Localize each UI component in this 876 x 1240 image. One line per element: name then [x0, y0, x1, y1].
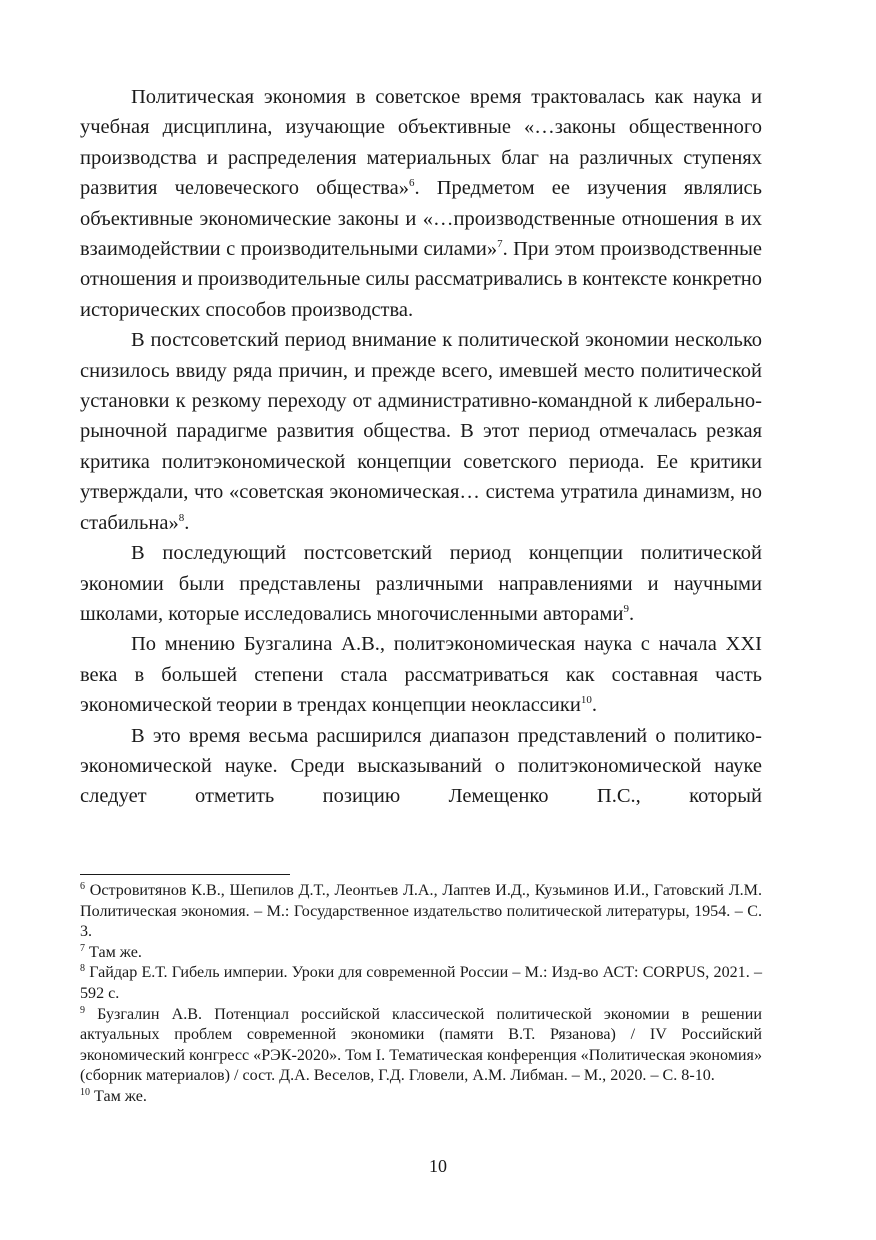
footnote-text-8: Гайдар Е.Т. Гибель империи. Уроки для современной России – М.: Изд-во АСТ: CORPUS, 2021. – 592 с.: [80, 964, 762, 1002]
paragraph-3: [80, 538, 762, 629]
footnote-text-10: Там же.: [90, 1087, 147, 1105]
footnote-text-9: Бузгалин А.В. Потенциал российской классической политической экономии в решении актуальных проблем современной экономики (памяти В.Т. Рязанова) / IV Российский экономический конгресс «РЭК-2020». Том I. Тематическая конференция «Политическая экономия» (сборник материалов) / сост. Д.А. Веселов, Г.Д. Гловели, А.М. Либман. – М., 2020. – С. 8-10.: [80, 1005, 762, 1085]
paragraph-2-text-a: В постсоветский период внимание к политической экономии несколько снизилось ввиду ряда причин, и прежде всего, имевшей место политической установки к резкому переходу от административно-командной к либерально-рыночной парадигме развития общества. В этот период отмечалась резкая критика политэкономической концепции советского периода. Ее критики утверждали, что «советская экономическая… система утратила динамизм, но стабильна»: [80, 329, 762, 534]
footnote-text-6: Островитянов К.В., Шепилов Д.Т., Леонтьев Л.А., Лаптев И.Д., Кузьминов И.И., Гатовский Л.М. Политическая экономия. – М.: Государственное издательство политической литературы, 1954. – С. 3.: [80, 882, 762, 941]
footnote-ref-6[interactable]: 6: [408, 177, 415, 190]
footnote-text-7: Там же.: [85, 943, 142, 961]
footnote-ref-9[interactable]: 9: [623, 602, 629, 615]
footnote-separator: [80, 874, 290, 875]
footnotes: [80, 881, 762, 1108]
footnote-ref-8[interactable]: 8: [178, 511, 185, 524]
paragraph-5: [80, 721, 762, 812]
footnote-number-10: 10: [80, 1086, 90, 1098]
footnote-9: [80, 1005, 762, 1087]
paragraph-4-text-b: .: [591, 694, 597, 717]
footnote-number-9: 9: [80, 1004, 85, 1016]
paragraph-3-text-a: В последующий постсоветский период концепции политической экономии были представлены различными направлениями и научными школами, которые исследовались многочисленными авторами: [80, 542, 762, 625]
footnote-number-7: 7: [80, 942, 85, 954]
footnote-7: [80, 943, 762, 964]
paragraph-2-text-b: .: [184, 511, 190, 534]
paragraph-4: [80, 629, 762, 720]
footnote-number-8: 8: [80, 963, 85, 975]
footnote-6: [80, 881, 762, 943]
paragraph-5-text: В это время весьма расширился диапазон представлений о политико-экономической науке. Среди высказываний о политэкономической науке следует отметить позицию Лемещенко П.С., который: [80, 724, 762, 808]
paragraph-1-text-a: Политическая экономия в советское время трактовалась как наука и учебная дисциплина, изучающие объективные «…законы общественного производства и распределения материальных благ на различных ступенях развития человеческого общества»: [80, 86, 762, 200]
paragraph-2: [80, 325, 762, 538]
page-number: 10: [429, 1156, 447, 1176]
footnote-number-6: 6: [80, 881, 85, 892]
page-body: [80, 82, 762, 812]
paragraph-4-text-a: По мнению Бузгалина А.В., политэкономическая наука с начала XXI века в большей степени стала рассматриваться как составная часть экономической теории в трендах концепции неоклассики: [80, 633, 762, 717]
paragraph-1-text-b: . Предметом ее изучения являлись объективные экономические законы и «…производственные отношения в их взаимодействии с производительными силами»: [80, 177, 763, 261]
footnote-ref-7[interactable]: 7: [497, 238, 503, 251]
footnote-8: [80, 963, 762, 1004]
footnote-10: [80, 1087, 762, 1108]
paragraph-3-text-b: .: [628, 602, 635, 625]
paragraph-1-text-c: . При этом производственные отношения и производительные силы рассматривались в контексте конкретно исторических способов производства.: [80, 238, 763, 321]
footnote-ref-10[interactable]: 10: [580, 694, 592, 707]
paragraph-1: [80, 82, 762, 325]
